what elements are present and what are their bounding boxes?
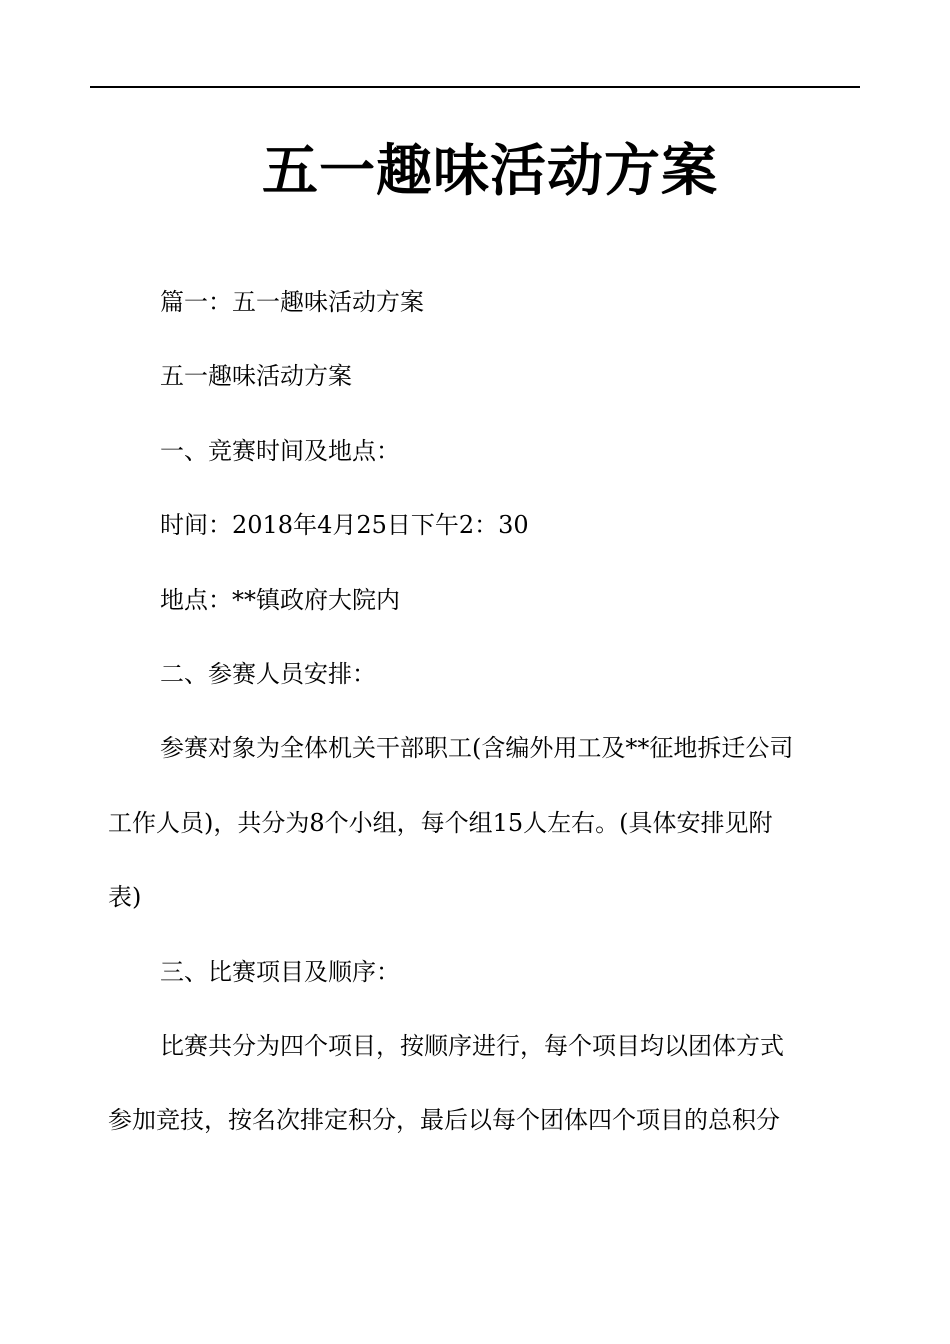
section-heading-events: 三、比赛项目及顺序： [160,958,400,986]
time-line: 时间：2018年4月25日下午2：30 [160,511,529,539]
participants-paragraph-line-3: 表) [108,883,142,911]
participants-paragraph-line-1: 参赛对象为全体机关干部职工(含编外用工及**征地拆迁公司 [160,734,794,762]
section-heading-time-place: 一、竞赛时间及地点： [160,437,400,465]
subtitle: 五一趣味活动方案 [160,362,352,390]
events-paragraph-line-2: 参加竞技，按名次排定积分，最后以每个团体四个项目的总积分 [108,1106,780,1134]
section-heading-part-one: 篇一：五一趣味活动方案 [160,288,424,316]
document-title: 五一趣味活动方案 [262,139,718,204]
section-heading-participants: 二、参赛人员安排： [160,660,376,688]
place-line: 地点：**镇政府大院内 [160,586,400,614]
header-rule [90,86,860,88]
events-paragraph-line-1: 比赛共分为四个项目，按顺序进行，每个项目均以团体方式 [160,1032,784,1060]
participants-paragraph-line-2: 工作人员)，共分为8个小组，每个组15人左右。(具体安排见附 [108,809,773,837]
